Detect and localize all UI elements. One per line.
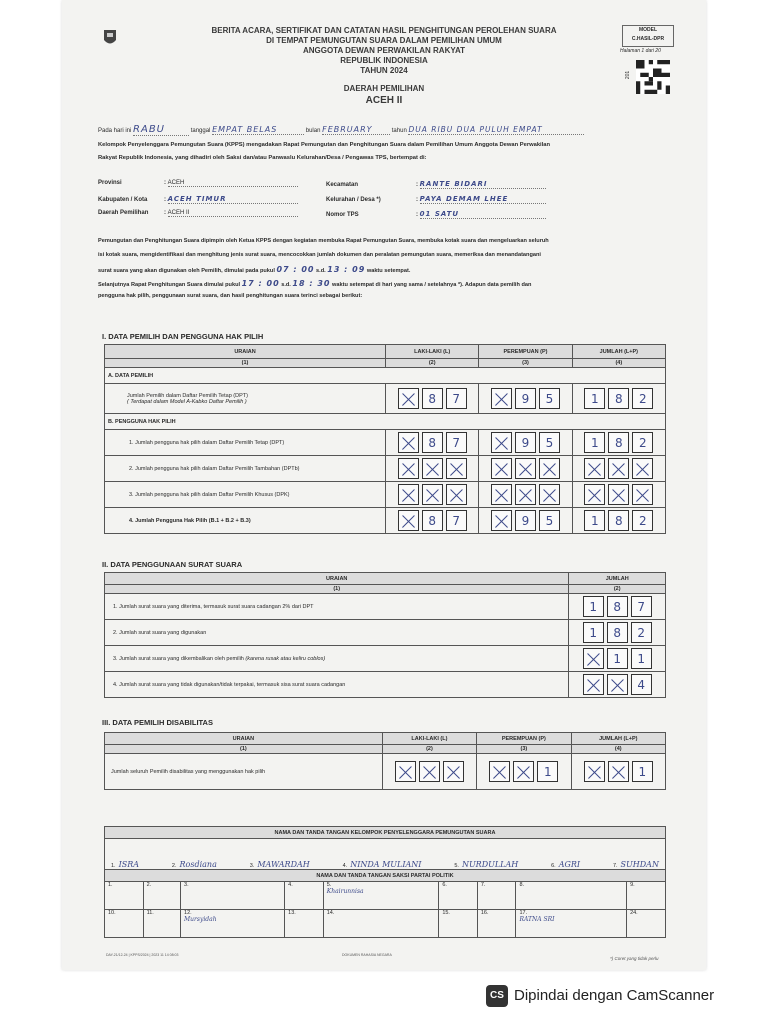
s2-n2: (2) <box>569 585 666 594</box>
paragraph-line-3b: waktu setempat. <box>366 268 411 274</box>
kpps-signature-row <box>105 839 666 870</box>
digit-box: 9 <box>515 510 536 531</box>
s2-row-4: 4. Jumlah surat suara yang tidak digunakan/tidak terpakai, termasuk sisa surat suara cadangan <box>105 672 569 698</box>
kecamatan-row: Kecamatan : RANTE BIDARI <box>326 180 546 189</box>
saksi-name: RATNA SRI <box>519 916 555 923</box>
digit-box: 2 <box>632 432 653 453</box>
kpps-name: MAWARDAH <box>257 860 310 869</box>
digit-box: 7 <box>446 432 467 453</box>
form-paper <box>62 0 706 970</box>
section-3-title: III. DATA PEMILIH DISABILITAS <box>102 718 213 727</box>
digit-box: 1 <box>584 510 605 531</box>
digit-box-group <box>575 761 662 782</box>
saksi-number: 8. <box>519 882 525 888</box>
saksi-cell <box>516 882 627 910</box>
time1-end: 13 : 09 <box>327 265 366 274</box>
digit-box: 7 <box>631 596 652 617</box>
s1-a-row-1-note: ( Terdapat dalam Model A-Kabko Daftar Pemilih ) <box>127 398 247 405</box>
saksi-cell <box>105 882 144 910</box>
model-box <box>622 25 674 47</box>
digit-box: 1 <box>584 432 605 453</box>
digit-box: 8 <box>422 510 443 531</box>
crossed-digit-box <box>584 458 605 479</box>
qr-code-icon <box>636 60 670 94</box>
s1-b-row-4: 4. Jumlah Pengguna Hak Pilih (B.1 + B.2 + B.3) <box>105 508 386 534</box>
tps-value: 01 SATU <box>420 210 546 219</box>
digit-box: 1 <box>631 648 652 669</box>
s1-b-row-3: 3. Jumlah pengguna hak pilih dalam Daftar Pemilih Khusus (DPK) <box>105 482 386 508</box>
page-note: Halaman 1 dari 20 <box>620 48 661 54</box>
s2-row-1-value <box>569 594 666 620</box>
tanggal-label: tanggal <box>190 128 211 134</box>
s1-b4-laki <box>386 508 479 534</box>
crossed-digit-box <box>395 761 416 782</box>
section-1-title: I. DATA PEMILIH DAN PENGGUNA HAK PILIH <box>102 332 264 341</box>
side-number: 201 <box>625 70 632 80</box>
section-3-table <box>104 732 666 790</box>
saksi-signature-row <box>105 882 666 910</box>
kabupaten-label: Kabupaten / Kota <box>98 197 148 203</box>
digit-box-group <box>389 510 475 531</box>
tps-label: Nomor TPS <box>326 212 359 218</box>
saksi-cell <box>439 882 478 910</box>
paragraph-line-1: Pemungutan dan Penghitungan Suara dipimpin oleh Ketua KPPS dengan kegiatan membuka Rapat Pemungutan Suara, membuka kotak suara dan mengeluarkan seluruh <box>98 238 549 244</box>
crossed-digit-box <box>419 761 440 782</box>
tps-row: Nomor TPS : 01 SATU <box>326 210 546 219</box>
crossed-digit-box <box>491 388 512 409</box>
crossed-digit-box <box>398 432 419 453</box>
digit-box-group <box>576 484 662 505</box>
saksi-cell <box>323 910 439 938</box>
digit-box: 8 <box>608 388 629 409</box>
digit-box-group <box>572 674 662 695</box>
digit-box: 1 <box>584 388 605 409</box>
crossed-digit-box <box>398 484 419 505</box>
crossed-digit-box <box>539 484 560 505</box>
s1-b1-laki <box>386 430 479 456</box>
digit-box: 8 <box>608 510 629 531</box>
kpps-signature <box>454 839 518 869</box>
s3-jumlah <box>571 754 665 790</box>
provinsi-label: Provinsi <box>98 180 122 186</box>
section-2-table <box>104 572 666 698</box>
paragraph-line-5: pengguna hak pilih, penggunaan surat suara, dan hasil penghitungan suara terinci sebagai berikut: <box>98 293 363 299</box>
header-line-7: ACEH II <box>365 95 403 106</box>
kpps-name: NURDULLAH <box>461 860 519 869</box>
tahun-label: tahun <box>391 128 407 134</box>
s3-col-jumlah: JUMLAH (L+P) <box>571 733 665 745</box>
saksi-number: 14. <box>326 910 335 916</box>
s2-n1: (1) <box>105 585 569 594</box>
digit-box: 4 <box>631 674 652 695</box>
s3-n2: (2) <box>382 745 476 754</box>
saksi-cell <box>181 910 285 938</box>
intro-paragraph-2: Rakyat Republik Indonesia, yang dihadiri oleh Saksi dan/atau Panwaslu Kelurahan/Desa / Pengawas TPS, bertempat di: <box>98 155 427 161</box>
digit-box: 5 <box>539 432 560 453</box>
s1-b4-jumlah <box>572 508 665 534</box>
s1-b4-perempuan <box>479 508 572 534</box>
time2-start: 17 : 00 <box>241 279 280 288</box>
dapil-row: Daerah Pemilihan : ACEH II <box>98 210 298 217</box>
provinsi-value: ACEH <box>168 180 298 187</box>
digit-box-group <box>482 458 568 479</box>
s2-row-1: 1. Jumlah surat suara yang diterima, termasuk surat suara cadangan 2% dari DPT <box>105 594 569 620</box>
saksi-number: 10. <box>108 910 116 916</box>
header-line-4: REPUBLIK INDONESIA <box>340 56 428 65</box>
camscanner-text: Dipindai dengan CamScanner <box>514 987 715 1004</box>
s1-col-jumlah: JUMLAH (L+P) <box>572 345 665 359</box>
s2-row-4-value <box>569 672 666 698</box>
crossed-digit-box <box>608 484 629 505</box>
digit-box: 9 <box>515 432 536 453</box>
crossed-digit-box <box>584 484 605 505</box>
digit-box: 8 <box>607 622 628 643</box>
kecamatan-label: Kecamatan <box>326 182 359 188</box>
s2-col-uraian: URAIAN <box>105 573 569 585</box>
kpps-name: ISRA <box>118 860 140 869</box>
s3-row-1: Jumlah seluruh Pemilih disabilitas yang menggunakan hak pilih <box>105 754 383 790</box>
digit-box: 8 <box>608 432 629 453</box>
digit-box: 1 <box>537 761 558 782</box>
saksi-number: 15. <box>442 910 450 916</box>
saksi-cell <box>627 910 666 938</box>
saksi-cell <box>477 910 516 938</box>
crossed-digit-box <box>539 458 560 479</box>
header-line-5: TAHUN 2024 <box>360 66 408 75</box>
s1-col-perempuan: PEREMPUAN (P) <box>479 345 572 359</box>
digit-box: 1 <box>583 596 604 617</box>
crossed-digit-box <box>515 484 536 505</box>
intro-date-line <box>98 124 584 136</box>
crossed-digit-box <box>607 674 628 695</box>
kpps-signature <box>250 839 310 869</box>
kpps-number: 4. <box>342 863 348 869</box>
crossed-digit-box <box>422 484 443 505</box>
hari-value: RABU <box>133 124 189 136</box>
s1-b-title: B. PENGGUNA HAK PILIH <box>105 414 666 430</box>
kpps-number: 1. <box>111 863 116 869</box>
tanggal-value: EMPAT BELAS <box>212 125 304 135</box>
digit-box: 8 <box>607 596 628 617</box>
saksi-number: 17. <box>519 910 528 916</box>
s3-n1: (1) <box>105 745 383 754</box>
saksi-cell <box>477 882 516 910</box>
saksi-number: 3. <box>184 882 189 888</box>
intro-paragraph-1: Kelompok Penyelenggara Pemungutan Suara (KPPS) mengadakan Rapat Pemungutan dan Penghitungan Suara dalam Pemilihan Umum Anggota Dewan Perwakilan <box>98 142 551 148</box>
s2-col-jumlah: JUMLAH <box>569 573 666 585</box>
crossed-digit-box <box>632 484 653 505</box>
pada-hari-label: Pada hari ini <box>98 128 132 134</box>
digit-box-group <box>482 388 568 409</box>
kelurahan-row: Kelurahan / Desa *) : PAYA DEMAM LHEE <box>326 195 546 204</box>
crossed-digit-box <box>446 484 467 505</box>
s1-b3-jumlah <box>572 482 665 508</box>
digit-box-group <box>389 432 475 453</box>
digit-box-group <box>480 761 567 782</box>
digit-box: 1 <box>607 648 628 669</box>
s1-b3-laki <box>386 482 479 508</box>
digit-box-group <box>572 648 662 669</box>
saksi-cell <box>285 910 324 938</box>
kabupaten-row: Kabupaten / Kota : ACEH TIMUR <box>98 195 298 204</box>
digit-box: 5 <box>539 510 560 531</box>
s2-row-3-value <box>569 646 666 672</box>
s1-a1-laki <box>386 384 479 414</box>
digit-box: 1 <box>632 761 653 782</box>
paragraph-line-3a: surat suara yang akan digunakan oleh Pemilih, dimulai pada pukul <box>98 268 275 274</box>
saksi-number: 4. <box>288 882 293 888</box>
saksi-number: 2. <box>146 882 152 888</box>
s3-col-uraian: URAIAN <box>105 733 383 745</box>
section-2-title: II. DATA PENGGUNAAN SURAT SUARA <box>102 560 243 569</box>
crossed-digit-box <box>491 510 512 531</box>
s1-b2-perempuan <box>479 456 572 482</box>
kelurahan-value: PAYA DEMAM LHEE <box>420 195 546 204</box>
s1-b1-perempuan <box>479 430 572 456</box>
crossed-digit-box <box>489 761 510 782</box>
digit-box: 8 <box>422 388 443 409</box>
s2-row-3-label: 3. Jumlah surat suara yang dikembalikan oleh pemilih <box>113 655 244 662</box>
digit-box: 2 <box>631 622 652 643</box>
s3-col-perempuan: PEREMPUAN (P) <box>477 733 571 745</box>
digit-box: 2 <box>632 510 653 531</box>
header-line-1: BERITA ACARA, SERTIFIKAT DAN CATATAN HASIL PENGHITUNGAN PEROLEHAN SUARA <box>211 26 557 35</box>
s1-a1-jumlah <box>572 384 665 414</box>
crossed-digit-box <box>398 510 419 531</box>
saksi-cell <box>439 910 478 938</box>
provinsi-row: Provinsi : ACEH <box>98 180 298 187</box>
header-line-3: ANGGOTA DEWAN PERWAKILAN RAKYAT <box>302 46 466 55</box>
saksi-number: 6. <box>442 882 447 888</box>
model-label: MODEL <box>638 27 658 33</box>
s1-n3: (3) <box>479 359 572 368</box>
s1-b2-laki <box>386 456 479 482</box>
sd-label-2: s.d. <box>281 282 291 288</box>
signature-table <box>104 826 666 938</box>
kpps-signatures <box>105 839 665 869</box>
paragraph-line-4 <box>98 279 531 288</box>
digit-box-group <box>482 510 568 531</box>
saksi-cell <box>627 882 666 910</box>
s1-col-laki: LAKI-LAKI (L) <box>386 345 479 359</box>
kpps-name: NINDA MULIANI <box>350 860 422 869</box>
camscanner-logo-icon: CS <box>486 985 508 1007</box>
saksi-cell <box>105 910 144 938</box>
digit-box-group <box>389 484 475 505</box>
saksi-number: 5. <box>326 882 332 888</box>
saksi-number: 16. <box>480 910 489 916</box>
s1-col-uraian: URAIAN <box>105 345 386 359</box>
digit-box: 5 <box>539 388 560 409</box>
digit-box-group <box>576 510 662 531</box>
kpps-name: AGRI <box>558 860 581 869</box>
saksi-number: 11. <box>146 910 154 916</box>
s3-n3: (3) <box>477 745 571 754</box>
s1-b1-jumlah <box>572 430 665 456</box>
saksi-cell <box>181 882 285 910</box>
dapil-label: Daerah Pemilihan <box>98 210 149 216</box>
digit-box-group <box>482 432 568 453</box>
crossed-digit-box <box>491 484 512 505</box>
s1-n2: (2) <box>386 359 479 368</box>
crossed-digit-box <box>608 761 629 782</box>
s1-n4: (4) <box>572 359 665 368</box>
s2-row-2: 2. Jumlah surat suara yang digunakan <box>105 620 569 646</box>
time2-end: 18 : 30 <box>292 279 331 288</box>
paragraph-line-3 <box>98 265 410 274</box>
s2-row-3 <box>105 646 569 672</box>
saksi-number: 13. <box>288 910 296 916</box>
s3-laki <box>382 754 476 790</box>
digit-box: 7 <box>446 388 467 409</box>
paragraph-line-2: isi kotak suara, mengidentifikasi dan menghitung jenis surat suara, mencocokkan jumlah dokumen dan peralatan pemungutan suara, memeriksa dan menandatangani <box>98 252 541 258</box>
crossed-digit-box <box>584 761 605 782</box>
footer-note: *) Coret yang tidak perlu <box>610 956 659 961</box>
digit-box-group <box>576 432 662 453</box>
saksi-name: Khairunnisa <box>326 888 364 895</box>
section-1-table <box>104 344 666 534</box>
header-line-2: DI TEMPAT PEMUNGUTAN SUARA DALAM PEMILIHAN UMUM <box>266 36 502 45</box>
kelurahan-label: Kelurahan / Desa *) <box>326 197 381 203</box>
crossed-digit-box <box>515 458 536 479</box>
kpps-signature <box>613 839 659 869</box>
saksi-cell <box>143 882 180 910</box>
paragraph-line-4a: Selanjutnya Rapat Penghitungan Suara dimulai pukul <box>98 282 241 288</box>
s2-row-3-note: (karena rusak atau keliru coblos) <box>245 655 326 662</box>
saksi-cell <box>285 882 324 910</box>
digit-box-group <box>576 458 662 479</box>
digit-box: 9 <box>515 388 536 409</box>
kpps-number: 6. <box>551 863 556 869</box>
kpps-signature <box>551 839 580 869</box>
saksi-cell <box>143 910 180 938</box>
kabupaten-value: ACEH TIMUR <box>168 195 298 204</box>
s1-b3-perempuan <box>479 482 572 508</box>
s3-perempuan <box>477 754 571 790</box>
digit-box-group <box>389 388 475 409</box>
crossed-digit-box <box>583 674 604 695</box>
saksi-cell <box>323 882 439 910</box>
s1-n1: (1) <box>105 359 386 368</box>
kpps-number: 5. <box>454 863 459 869</box>
tahun-value: DUA RIBU DUA PULUH EMPAT <box>408 125 584 135</box>
paragraph-line-4b: waktu setempat di hari yang sama / setelahnya *). Adapun data pemilih dan <box>332 282 532 288</box>
s3-col-laki: LAKI-LAKI (L) <box>382 733 476 745</box>
crossed-digit-box <box>632 458 653 479</box>
time1-start: 07 : 00 <box>276 265 315 274</box>
crossed-digit-box <box>583 648 604 669</box>
saksi-number: 12. <box>184 910 192 916</box>
crossed-digit-box <box>443 761 464 782</box>
kpps-number: 3. <box>249 863 255 869</box>
s1-b-row-2: 2. Jumlah pengguna hak pilih dalam Daftar Pemilih Tambahan (DPTb) <box>105 456 386 482</box>
saksi-signature-row <box>105 910 666 938</box>
digit-box: 2 <box>632 388 653 409</box>
digit-box-group <box>389 458 475 479</box>
dapil-value: ACEH II <box>168 210 298 217</box>
kpps-signature <box>111 839 139 869</box>
model-code: C.HASIL-DPR <box>631 36 665 42</box>
digit-box-group <box>576 388 662 409</box>
crossed-digit-box <box>608 458 629 479</box>
digit-box: 7 <box>446 510 467 531</box>
crossed-digit-box <box>446 458 467 479</box>
s1-a-title: A. DATA PEMILIH <box>105 368 666 384</box>
s1-a-row-1-label: Jumlah Pemilih dalam Daftar Pemilih Tetap (DPT) <box>127 392 248 399</box>
kpps-number: 2. <box>171 863 177 869</box>
s1-a1-perempuan <box>479 384 572 414</box>
saksi-number: 9. <box>630 882 635 888</box>
kpps-name: SUHDAN <box>620 860 659 869</box>
footer-left-code: DAY-21/12-24 | KPPS/2024 | 2023 11 14 08:03 <box>106 953 179 957</box>
crossed-digit-box <box>398 458 419 479</box>
kpps-signature <box>343 839 422 869</box>
saksi-number: 1. <box>108 882 113 888</box>
header-line-6: DAERAH PEMILIHAN <box>343 84 425 93</box>
kecamatan-value: RANTE BIDARI <box>420 180 546 189</box>
saksi-title: NAMA DAN TANDA TANGAN SAKSI PARTAI POLITIK <box>105 870 666 882</box>
digit-box-group <box>572 596 662 617</box>
saksi-cell <box>516 910 627 938</box>
saksi-name: Mursyidah <box>184 916 217 923</box>
s1-b-row-1: 1. Jumlah pengguna hak pilih dalam Daftar Pemilih Tetap (DPT) <box>105 430 386 456</box>
kpps-name: Rosdiana <box>179 860 217 869</box>
crossed-digit-box <box>513 761 534 782</box>
crossed-digit-box <box>398 388 419 409</box>
sd-label-1: s.d. <box>316 268 326 274</box>
digit-box-group <box>572 622 662 643</box>
s1-a-row-1 <box>105 384 386 414</box>
s2-row-2-value <box>569 620 666 646</box>
crossed-digit-box <box>491 432 512 453</box>
bulan-label: bulan <box>305 128 321 134</box>
crossed-digit-box <box>422 458 443 479</box>
s1-b2-jumlah <box>572 456 665 482</box>
digit-box: 8 <box>422 432 443 453</box>
digit-box-group <box>386 761 473 782</box>
crossed-digit-box <box>491 458 512 479</box>
kpps-signature <box>172 839 217 869</box>
saksi-number: 7. <box>480 882 486 888</box>
digit-box-group <box>482 484 568 505</box>
digit-box: 1 <box>583 622 604 643</box>
footer-mid-code: DOKUMEN RAHASIA NEGARA <box>342 953 392 957</box>
kpps-title: NAMA DAN TANDA TANGAN KELOMPOK PENYELENGGARA PEMUNGUTAN SUARA <box>105 827 666 839</box>
kpps-number: 7. <box>612 863 618 869</box>
bulan-value: FEBRUARY <box>322 125 390 135</box>
saksi-number: 24. <box>630 910 638 916</box>
s3-n4: (4) <box>571 745 665 754</box>
